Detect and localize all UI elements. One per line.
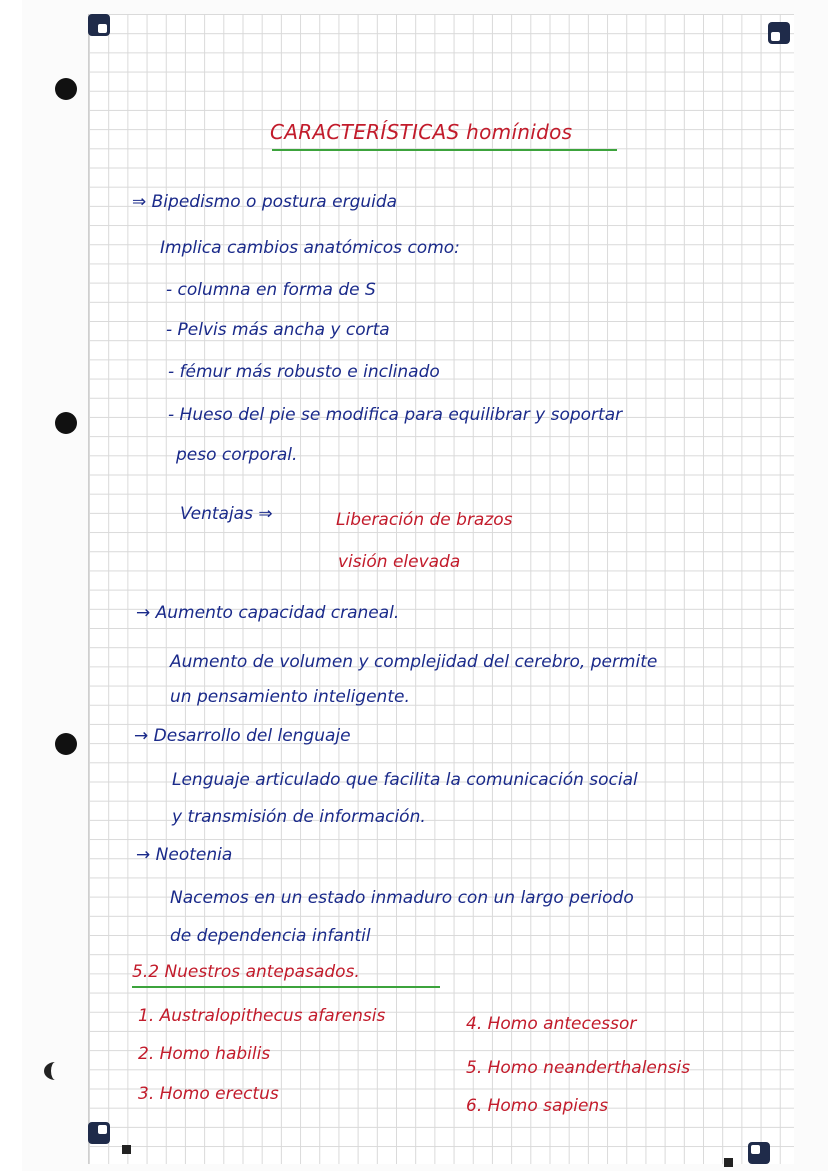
page-title: CARACTERÍSTICAS homínidos <box>270 120 573 144</box>
list-item: - fémur más robusto e inclinado <box>168 362 440 382</box>
corner-marker-icon <box>768 22 790 44</box>
binder-hole <box>55 412 77 434</box>
text-line: Lenguaje articulado que facilita la comunicación social <box>172 770 638 790</box>
ventaja-item: visión elevada <box>338 552 461 572</box>
text-line: Aumento de volumen y complejidad del cerebro, permite <box>170 652 658 672</box>
heading-lenguaje: → Desarrollo del lenguaje <box>134 726 351 746</box>
text-line: peso corporal. <box>176 445 298 465</box>
species-item: 2. Homo habilis <box>138 1044 271 1064</box>
corner-marker-icon <box>88 1122 110 1144</box>
corner-square-icon <box>122 1145 131 1154</box>
binder-hole <box>55 733 77 755</box>
species-item: 6. Homo sapiens <box>466 1096 609 1116</box>
ventajas-label: Ventajas ⇒ <box>180 504 273 524</box>
binder-hole <box>55 78 77 100</box>
text-line: de dependencia infantil <box>170 926 371 946</box>
grid-paper <box>88 14 794 1164</box>
list-item: - Hueso del pie se modifica para equilibrar y soportar <box>168 405 623 425</box>
text-line: un pensamiento inteligente. <box>170 687 410 707</box>
species-item: 1. Australopithecus afarensis <box>138 1006 386 1026</box>
title-underline <box>272 149 617 151</box>
list-item: - columna en forma de S <box>166 280 376 300</box>
text-line: Nacemos en un estado inmaduro con un largo periodo <box>170 888 634 908</box>
list-item: - Pelvis más ancha y corta <box>166 320 390 340</box>
corner-marker-icon <box>88 14 110 36</box>
corner-square-icon <box>724 1158 733 1167</box>
species-item: 3. Homo erectus <box>138 1084 279 1104</box>
heading-neotenia: → Neotenia <box>136 845 233 865</box>
heading-bipedismo: ⇒ Bipedismo o postura erguida <box>132 192 398 212</box>
species-item: 5. Homo neanderthalensis <box>466 1058 691 1078</box>
species-item: 4. Homo antecessor <box>466 1014 637 1034</box>
section-underline <box>132 986 440 988</box>
heading-craneal: → Aumento capacidad craneal. <box>136 603 400 623</box>
binder-hole <box>44 1062 67 1080</box>
ventaja-item: Liberación de brazos <box>336 510 513 530</box>
text-line: Implica cambios anatómicos como: <box>160 238 460 258</box>
text-line: y transmisión de información. <box>172 807 426 827</box>
section-heading: 5.2 Nuestros antepasados. <box>132 962 360 982</box>
corner-marker-icon <box>748 1142 770 1164</box>
